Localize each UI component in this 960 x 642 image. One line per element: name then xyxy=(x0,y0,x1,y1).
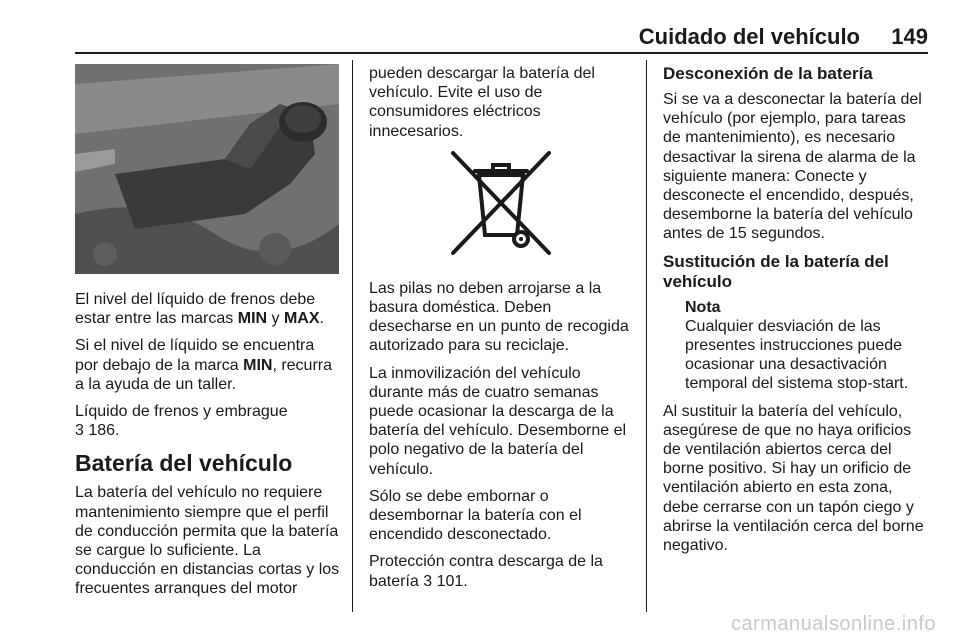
column-2 xyxy=(369,64,633,599)
discharge-protection-paragraph: Protección contra descarga de la batería 3 101. xyxy=(369,553,603,590)
note-label: Nota xyxy=(685,298,721,316)
subsection-heading-desconexion: Desconexión de la batería xyxy=(663,64,873,83)
section-heading-bateria: Batería del vehículo xyxy=(75,450,293,477)
immobilisation-paragraph: La inmovilización del vehículo durante más de cuatro semanas puede ocasionar la descarga de la batería del vehículo. Desemborne el polo negativo de la batería del vehículo. xyxy=(369,364,627,478)
replacement-paragraph: Al sustituir la batería del vehículo, asegúrese de que no haya orificios de ventilación abiertos cerca del borne positivo. Si hay un orificio de ventilación abierto en esta zona, debe cerrarse con un tapón ciego y abrirse la ventilación cerca del borne negativo. xyxy=(663,402,924,555)
brake-fluid-level-paragraph: El nivel del líquido de frenos debe estar entre las marcas MIN y MAX. xyxy=(75,291,324,328)
disposal-paragraph: Las pilas no deben arrojarse a la basura doméstica. Deben desecharse en un punto de recogida autorizado para su reciclaje. xyxy=(369,279,629,355)
disconnect-paragraph: Si se va a desconectar la batería del vehículo (por ejemplo, para tareas de mantenimiento), es necesario desactivar la sirena de alarma de la siguiente manera: Conecte y desconecte el encendido, después, desemborne la batería del vehículo antes de 15 segundos. xyxy=(663,91,922,243)
note-text: Cualquier desviación de las presentes instrucciones puede ocasionar una desactivación temporal del sistema stop-start. xyxy=(685,317,909,393)
note-box xyxy=(685,298,928,394)
column-3 xyxy=(663,64,928,563)
cross-reference-paragraph: Líquido de frenos y embrague 3 186. xyxy=(75,403,288,440)
column-1 xyxy=(75,64,340,607)
engine-bay-illustration xyxy=(75,64,339,274)
page-number: 149 xyxy=(891,24,928,49)
recycling-symbol xyxy=(369,149,633,267)
column-divider-left xyxy=(352,60,353,612)
column-divider-right xyxy=(646,60,647,612)
ignition-paragraph: Sólo se debe embornar o desembornar la batería con el encendido desconectado. xyxy=(369,487,582,544)
low-level-paragraph: Si el nivel de líquido se encuentra por debajo de la marca MIN, recurra a la ayuda de un taller. xyxy=(75,337,333,393)
battery-discharge-paragraph: pueden descargar la batería del vehículo. Evite el uso de consumidores eléctricos innecesarios. xyxy=(369,65,595,140)
watermark: carmanualsonline.info xyxy=(730,613,936,635)
header-rule xyxy=(75,52,928,54)
running-header-title: Cuidado del vehículo xyxy=(638,24,860,49)
brake-fluid-reservoir-photo xyxy=(75,64,339,274)
page-reference-link[interactable]: 3 101. xyxy=(423,572,468,590)
crossed-out-bin-icon xyxy=(449,149,553,257)
page-reference-link[interactable]: 3 186. xyxy=(75,422,120,440)
battery-paragraph: La batería del vehículo no requiere mantenimiento siempre que el perfil de conducción permita que la batería se cargue lo suficiente. La conducción en distancias cortas y los frecuentes arranques del motor xyxy=(75,484,340,598)
subsection-heading-sustitucion: Sustitución de la batería del vehículo xyxy=(663,251,889,291)
